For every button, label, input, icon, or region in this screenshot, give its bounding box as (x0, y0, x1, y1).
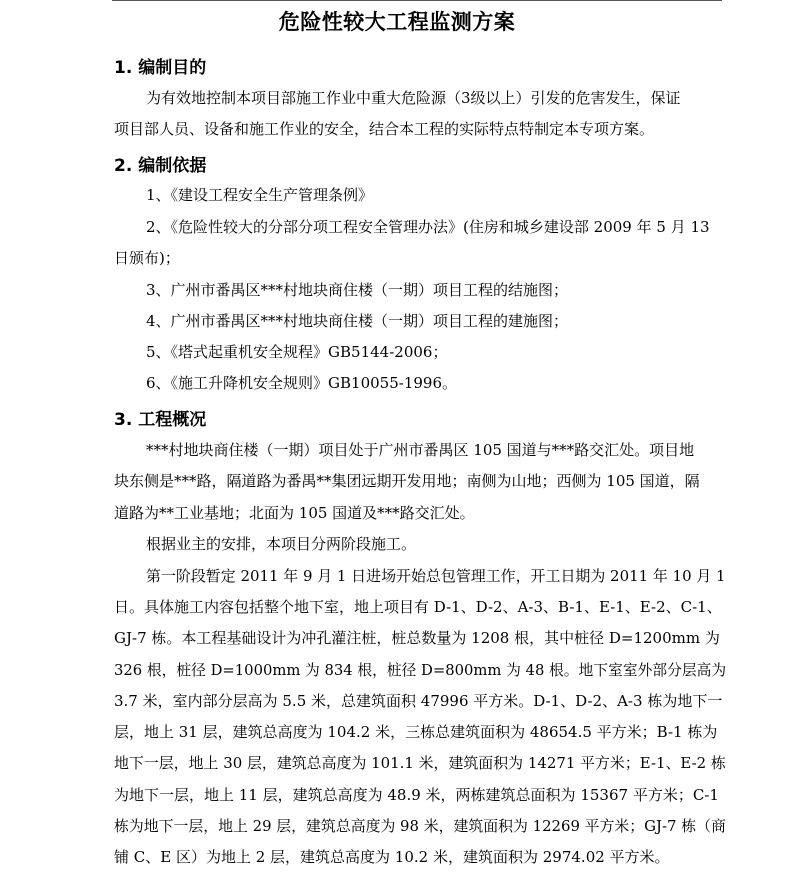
list-item: 4、广州市番禺区***村地块商住楼（一期）项目工程的建施图； (146, 312, 569, 330)
paragraph-line: 为地下一层，地上 11 层，建筑总高度为 48.9 米，两栋建筑总面积为 15367 平方米；C-1 (114, 786, 719, 804)
list-item: 2、《危险性较大的分部分项工程安全管理办法》(住房和城乡建设部 2009 年 5 月 13 (146, 218, 710, 236)
paragraph-line: 层，地上 31 层，建筑总高度为 104.2 米，三栋总建筑面积为 48654.5 平方米；B-1 栋为 (114, 723, 718, 741)
paragraph-line: 第一阶段暂定 2011 年 9 月 1 日进场开始总包管理工作，开工日期为 2011 年 10 月 1 (146, 567, 726, 585)
paragraph-line: 326 根，桩径 D=1000mm 为 834 根，桩径 D=800mm 为 48 根。地下室室外部分层高为 (114, 661, 727, 679)
document-title: 危险性较大工程监测方案 (278, 10, 516, 34)
section-heading-basis: 2. 编制依据 (114, 156, 207, 176)
paragraph-line: 块东侧是***路，隔道路为番禺**集团远期开发用地；南侧为山地；西侧为 105 国道，隔 (114, 472, 700, 490)
paragraph-line: 地下一层，地上 30 层，建筑总高度为 101.1 米，建筑面积为 14271 平方米；E-1、E-2 栋 (114, 754, 726, 772)
top-rule (112, 0, 722, 1)
paragraph-line: GJ-7 栋。本工程基础设计为冲孔灌注桩，桩总数量为 1208 根，其中桩径 D=1200mm 为 (114, 629, 720, 647)
paragraph-line: 项目部人员、设备和施工作业的安全，结合本工程的实际特点特制定本专项方案。 (114, 120, 655, 138)
list-item: 日颁布)； (114, 249, 180, 267)
list-item: 3、广州市番禺区***村地块商住楼（一期）项目工程的结施图； (146, 281, 569, 299)
section-heading-purpose: 1. 编制目的 (114, 58, 207, 78)
list-item: 5、《塔式起重机安全规程》GB5144-2006； (146, 343, 448, 361)
paragraph-line: 3.7 米，室内部分层高为 5.5 米，总建筑面积 47996 平方米。D-1、D-2、A-3 栋为地下一 (114, 692, 723, 710)
paragraph-line: 铺 C、E 区）为地上 2 层，建筑总高度为 10.2 米，建筑面积为 2974.02 平方米。 (114, 848, 670, 866)
paragraph-line: 日。具体施工内容包括整个地下室，地上项目有 D-1、D-2、A-3、B-1、E-1、E-2、C-1、 (114, 598, 722, 616)
paragraph-line: 道路为**工业基地；北面为 105 国道及***路交汇处。 (114, 504, 475, 522)
paragraph-line: 根据业主的安排，本项目分两阶段施工。 (146, 535, 417, 553)
paragraph-line: 栋为地下一层，地上 29 层，建筑总高度为 98 米，建筑面积为 12269 平方米；GJ-7 栋（商 (114, 817, 726, 835)
list-item: 1、《建设工程安全生产管理条例》 (146, 186, 374, 204)
paragraph-line: 为有效地控制本项目部施工作业中重大危险源（3级以上）引发的危害发生，保证 (146, 89, 681, 107)
list-item: 6、《施工升降机安全规则》GB10055-1996。 (146, 374, 458, 392)
paragraph-line: ***村地块商住楼（一期）项目处于广州市番禺区 105 国道与***路交汇处。项目地 (146, 441, 695, 459)
section-heading-overview: 3. 工程概况 (114, 410, 207, 430)
